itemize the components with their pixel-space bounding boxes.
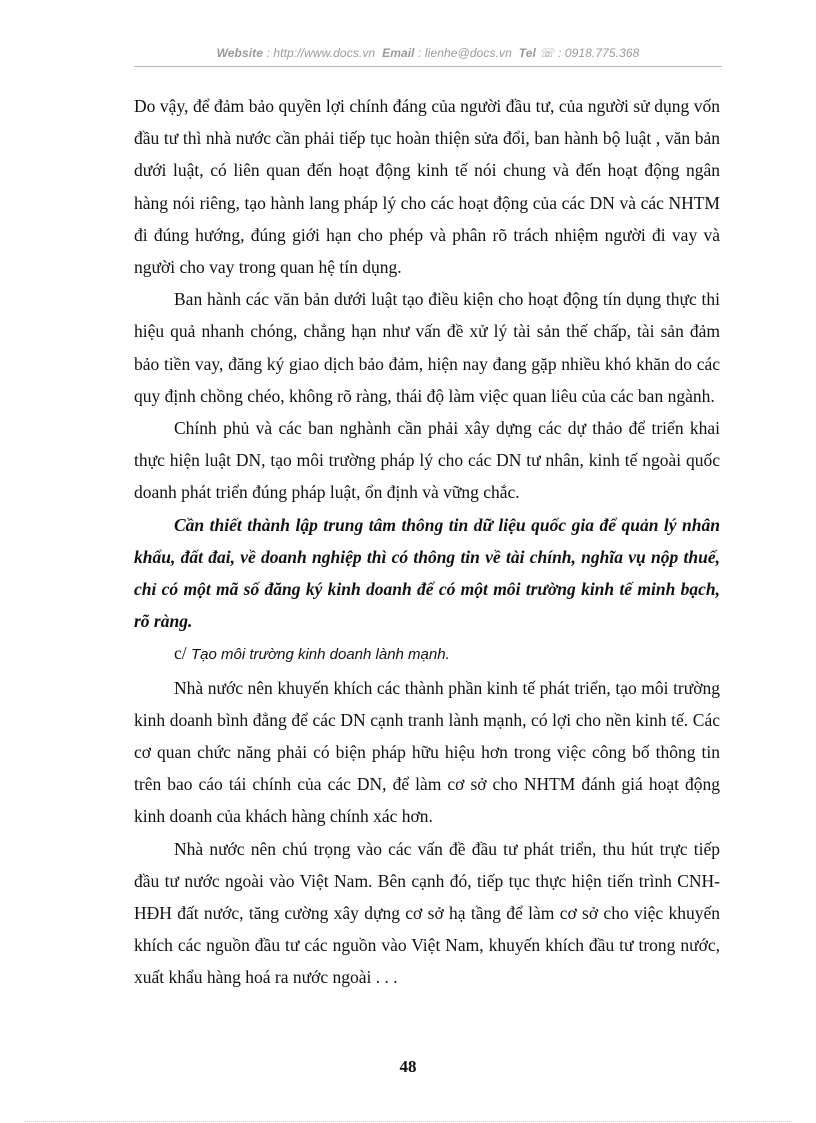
section-heading-label: c/ [174, 643, 187, 664]
document-body [134, 90, 720, 994]
phone-icon: ☏ [539, 46, 555, 60]
header-email-value: : lienhe@docs.vn [418, 46, 512, 60]
section-heading [134, 637, 720, 671]
paragraph-government-drafts: Chính phủ và các ban nghành cần phải xây dựng các dự thảo để triển khai thực hiện luật DN, tạo môi trường pháp lý cho các DN tư nhân, kinh tế ngoài quốc doanh phát triển đúng pháp luật, ổn định và vững chắc. [134, 418, 720, 503]
header-email-label: Email [382, 46, 415, 60]
paragraph-sub-law-documents: Ban hành các văn bản dưới luật tạo điều kiện cho hoạt động tín dụng thực thi hiệu quả nhanh chóng, chẳng hạn như vấn đề xử lý tài sản thế chấp, tài sản đảm bảo tiền vay, đăng ký giao dịch bảo đảm, hiện nay đang gặp nhiều khó khăn do các quy định chồng chéo, không rõ ràng, thái độ làm việc quan liêu của các ban ngành. [134, 289, 720, 406]
header-website-label: Website [216, 46, 264, 60]
header-tel-label: Tel [518, 46, 536, 60]
header-divider [134, 66, 722, 67]
page-header [134, 46, 722, 68]
paragraph-legal-framework: Do vậy, để đảm bảo quyền lợi chính đáng của người đầu tư, của người sử dụng vốn đầu tư thì nhà nước cần phải tiếp tục hoàn thiện sửa đổi, ban hành bộ luật , văn bản dưới luật, có liên quan đến hoạt động kinh tế nói chung và đến hoạt động ngân hàng nói riêng, tạo hành lang pháp lý cho các hoạt động của các DN và các NHTM đi đúng hướng, đúng giới hạn cho phép và phân rõ trách nhiệm người đi vay và người cho vay trong quan hệ tín dụng. [134, 96, 720, 278]
paragraph-investment-development: Nhà nước nên chú trọng vào các vấn đề đầu tư phát triển, thu hút trực tiếp đầu tư nước ngoài vào Việt Nam. Bên cạnh đó, tiếp tục thực hiện tiến trình CNH- HĐH đất nước, tăng cường xây dựng cơ sở hạ tầng để làm cơ sở cho việc khuyến khích các nguồn đầu tư các nguồn vào Việt Nam, khuyến khích đầu tư trong nước, xuất khẩu hàng hoá ra nước ngoài . . . [134, 838, 720, 988]
paragraph-fair-competition: Nhà nước nên khuyến khích các thành phần kinh tế phát triển, tạo môi trường kinh doanh bình đẳng để các DN cạnh tranh lành mạnh, có lợi cho nền kinh tế. Các cơ quan chức năng phải có biện pháp hữu hiệu hơn trong việc công bố thông tin trên bao cáo tái chính của các DN, để làm cơ sở cho NHTM đánh giá hoạt động kinh doanh của khách hàng chính xác hơn. [134, 677, 720, 827]
paragraph-national-data-center: Cần thiết thành lập trung tâm thông tin dữ liệu quốc gia để quản lý nhân khẩu, đất đai, về doanh nghiệp thì có thông tin về tài chính, nghĩa vụ nộp thuế, chỉ có một mã số đăng ký kinh doanh để có một môi trường kinh tế minh bạch, rõ ràng. [134, 514, 720, 632]
page-number: 48 [399, 1057, 417, 1076]
header-tel-value: : 0918.775.368 [557, 46, 640, 60]
page-bottom-border [24, 1121, 792, 1122]
header-website-value: : http://www.docs.vn [266, 46, 376, 60]
section-heading-title: Tạo môi trường kinh doanh lành mạnh. [191, 646, 450, 664]
